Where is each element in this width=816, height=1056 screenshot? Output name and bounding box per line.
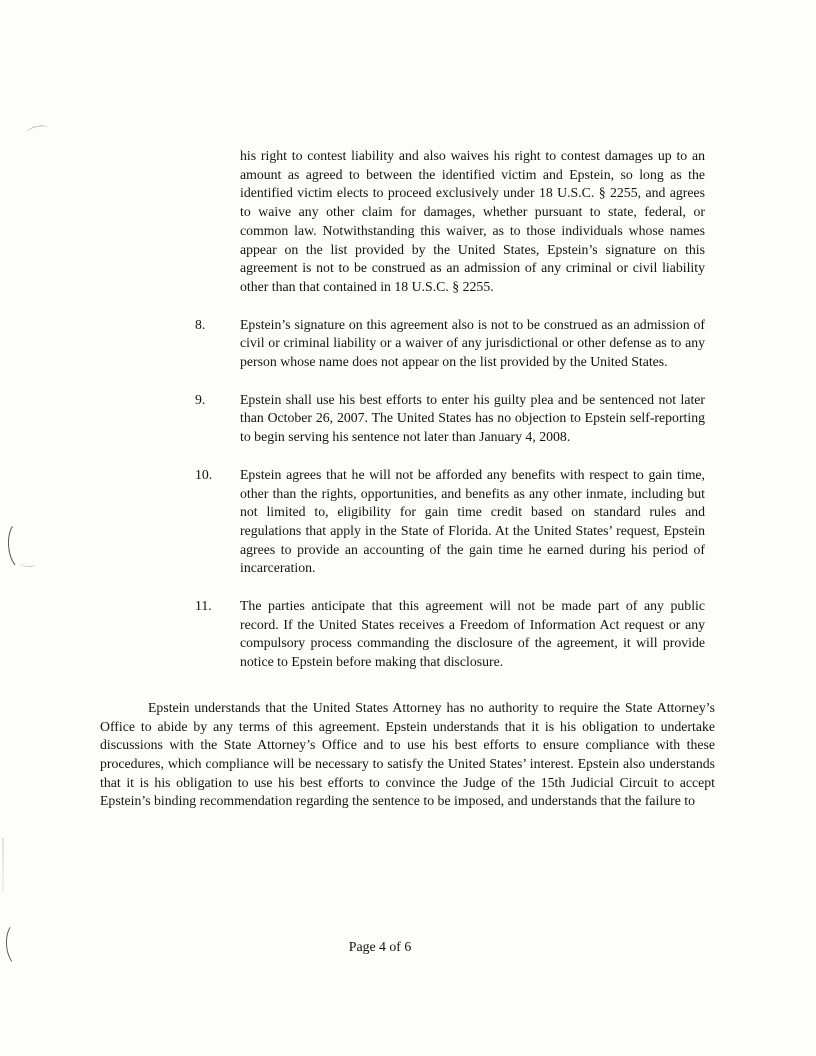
list-item-number: 10. bbox=[195, 466, 213, 482]
closing-paragraph: Epstein understands that the United States Attorney has no authority to require the State Attorney’s Office to abide by any terms of this agreement. Epstein understands that it is his obligation to undertake discussions with the State Attorney’s Office and to use his best efforts to ensure compliance with these procedures, which compliance will be necessary to satisfy the United States’ interest. Epstein also understands that it is his obligation to use his best efforts to convince the Judge of the 15th Judicial Circuit to accept Epstein’s binding recommendation regarding the sentence to be imposed, and understands that the failure to bbox=[100, 699, 715, 809]
paragraph-continuation: his right to contest liability and also waives his right to contest damages up to an amount as agreed to between the identified victim and Epstein, so long as the identified victim elects to proceed exclusively under 18 U.S.C. § 2255, and agrees to waive any other claim for damages, whether pursuant to state, federal, or common law. Notwithstanding this waiver, as to those individuals whose names appear on the list provided by the United States, Epstein’s signature on this agreement is not to be construed as an admission of any criminal or civil liability other than that contained in 18 U.S.C. § 2255. bbox=[240, 148, 705, 294]
list-item-number: 11. bbox=[195, 598, 212, 614]
list-item-11 bbox=[195, 597, 705, 672]
scan-artifact-left-paren-tail bbox=[20, 560, 36, 567]
scan-artifact-edge-dash bbox=[2, 838, 4, 892]
page-footer-container bbox=[0, 938, 760, 957]
list-item-text: The parties anticipate that this agreement will not be made part of any public record. If the United States receives a Freedom of Information Act request or any compulsory process commanding the disclosure of the agreement, it will provide notice to Epstein before making that disclosure. bbox=[240, 598, 705, 670]
list-item-10 bbox=[195, 466, 705, 578]
list-item-text: Epstein agrees that he will not be afforded any benefits with respect to gain time, other than the rights, opportunities, and benefits as any other inmate, including but not limited to, eligibility for gain time credit based on standard rules and regulations that apply in the State of Florida. At the United States’ request, Epstein agrees to provide an accounting of the gain time he earned during his period of incarceration. bbox=[240, 466, 705, 576]
page-footer: Page 4 of 6 bbox=[348, 939, 412, 954]
list-item-8 bbox=[195, 316, 705, 372]
list-item-text: Epstein’s signature on this agreement also is not to be construed as an admission of civil or criminal liability or a waiver of any jurisdictional or other defense as to any person whose name does not appear on the list provided by the United States. bbox=[240, 316, 705, 370]
list-item-number: 8. bbox=[195, 316, 206, 332]
list-item-number: 9. bbox=[195, 391, 206, 407]
scan-artifact-top-mark bbox=[25, 124, 48, 137]
scan-artifact-left-paren bbox=[6, 519, 37, 571]
list-item-9 bbox=[195, 391, 705, 447]
list-item-text: Epstein shall use his best efforts to enter his guilty plea and be sentenced not later than October 26, 2007. The United States has no objection to Epstein self-reporting to begin serving his sentence not later than January 4, 2008. bbox=[240, 391, 705, 445]
